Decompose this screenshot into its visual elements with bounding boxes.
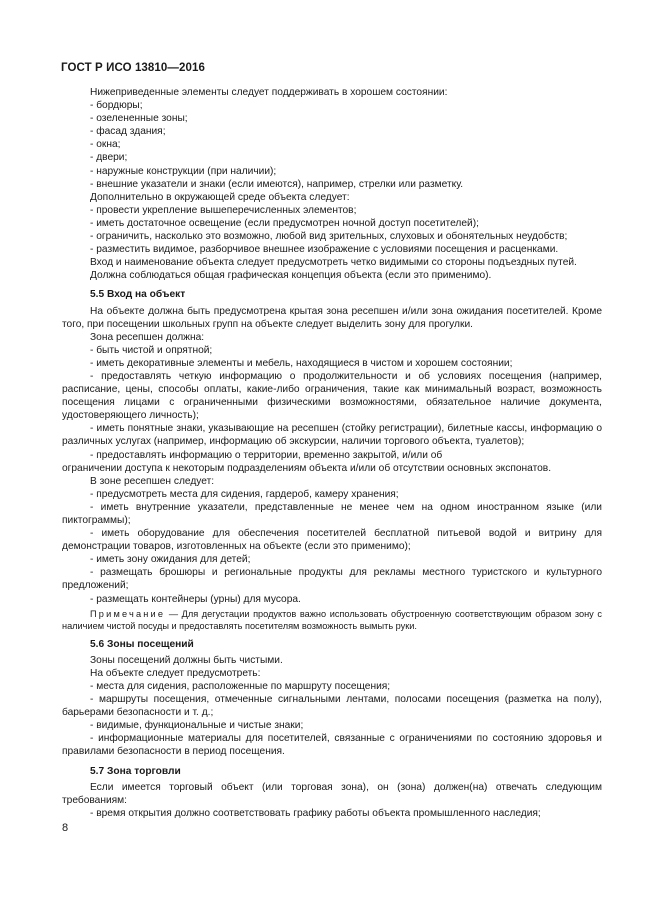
list-item: - окна; — [90, 139, 121, 151]
paragraph: Должна соблюдаться общая графическая концепция объекта (если это применимо). — [90, 270, 492, 282]
list-item: - информационные материалы для посетителей, связанные с ограничениями по состоянию здоровья и правилами безопасности в период посещения. — [62, 733, 602, 758]
paragraph: Зоны посещений должны быть чистыми. — [90, 654, 283, 666]
list-item: - иметь внутренние указатели, представленные не менее чем на одном иностранном языке (или пиктограммы); — [62, 501, 602, 526]
list-item: - двери; — [90, 152, 128, 164]
paragraph: Дополнительно в окружающей среде объекта следует: — [90, 191, 350, 203]
paragraph: Если имеется торговый объект (или торговая зона), он (зона) должен(на) отвечать следующим требованиям: — [62, 781, 602, 806]
list-item: - наружные конструкции (при наличии); — [90, 165, 277, 177]
list-item: - бордюры; — [90, 100, 143, 112]
list-item: - внешние указатели и знаки (если имеются), например, стрелки или разметку. — [90, 178, 464, 190]
list-item: - озелененные зоны; — [90, 113, 188, 125]
list-item: - иметь декоративные элементы и мебель, находящиеся в чистом и хорошем состоянии; — [90, 357, 513, 369]
note-label: Примечание — [90, 608, 166, 619]
list-item: - видимые, функциональные и чистые знаки; — [90, 720, 304, 732]
document-header: ГОСТ Р ИСО 13810—2016 — [61, 62, 206, 74]
list-item: - предоставлять информацию о территории, временно закрытой, и/или об — [90, 449, 443, 461]
list-item: - предусмотреть места для сидения, гардероб, камеру хранения; — [90, 488, 399, 500]
paragraph: Вход и наименование объекта следует предусмотреть четко видимыми со стороны подъездных путей. — [90, 257, 577, 269]
list-item: - маршруты посещения, отмеченные сигнальными лентами, полосами посещения (разметка на полу), барьерами безопасности и т. д.; — [62, 694, 602, 719]
paragraph: На объекте следует предусмотреть: — [90, 667, 261, 679]
section-heading: 5.6 Зоны посещений — [90, 638, 194, 650]
paragraph: Нижеприведенные элементы следует поддерживать в хорошем состоянии: — [90, 87, 448, 98]
list-item: - иметь понятные знаки, указывающие на ресепшен (стойку регистрации), билетные кассы, информацию о различных услугах (например, информацию об экскурсии, наличии торгового объекта, туалетов); — [62, 423, 602, 448]
list-item: - ограничить, насколько это возможно, любой вид зрительных, слуховых и обонятельных неудобств; — [90, 231, 568, 243]
paragraph: На объекте должна быть предусмотрена крытая зона ресепшен и/или зона ожидания посетителей. Кроме того, при посещении школьных групп на объекте следует выделить зону для прогулки. — [62, 305, 602, 330]
list-item: - время открытия должно соответствовать графику работы объекта промышленного наследия; — [90, 807, 541, 819]
list-item: - разместить видимое, разборчивое внешнее изображение с условиями посещения и расценками. — [90, 244, 559, 256]
list-item: - иметь оборудование для обеспечения посетителей бесплатной питьевой водой и витрину для демонстрации товаров, изготовленных на объекте (если это применимо); — [62, 528, 602, 553]
list-item: - быть чистой и опрятной; — [90, 344, 213, 356]
list-item: - размещать брошюры и региональные продукты для рекламы местного туристского и культурного предложений; — [62, 567, 602, 592]
document-body — [62, 86, 602, 820]
note — [62, 608, 602, 632]
paragraph: В зоне ресепшен следует: — [90, 475, 215, 487]
list-item: - предоставлять четкую информацию о продолжительности и об условиях посещения (например, расписание, цены, способы оплаты, какие-либо ограничения, такие как минимальный возраст, возможность посещения лицами с ограниченными физическими возможностями, обязательное наличие документа, удостоверяющего личность); — [62, 370, 602, 422]
section-heading: 5.5 Вход на объект — [90, 289, 186, 301]
list-item: - провести укрепление вышеперечисленных элементов; — [90, 204, 357, 216]
paragraph: Зона ресепшен должна: — [90, 331, 205, 343]
note-text: — Для дегустации продуктов важно использовать обустроенную соответствующим образом зону с наличием чистой посуды и предоставлять посетителям возможность вымыть руки. — [62, 608, 602, 631]
section-heading: 5.7 Зона торговли — [90, 765, 181, 777]
list-item: - иметь достаточное освещение (если предусмотрен ночной доступ посетителей); — [90, 217, 479, 229]
list-item: - иметь зону ожидания для детей; — [90, 554, 251, 566]
list-item: - фасад здания; — [90, 126, 166, 138]
list-item: - места для сидения, расположенные по маршруту посещения; — [90, 680, 391, 692]
page-number: 8 — [62, 822, 69, 834]
paragraph: ограничении доступа к некоторым подразделениям объекта и/или об отсутствии основных экспонатов. — [62, 462, 552, 474]
list-item: - размещать контейнеры (урны) для мусора. — [90, 593, 301, 605]
